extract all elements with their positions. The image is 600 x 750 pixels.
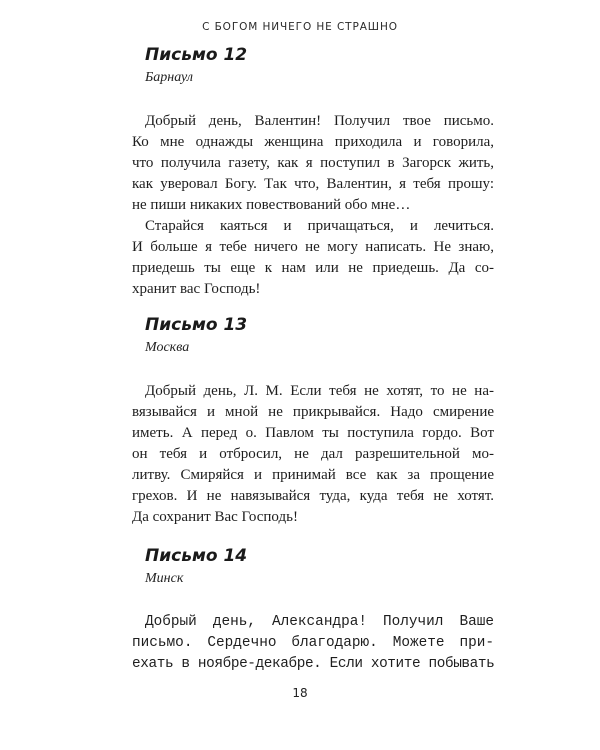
text-line: вязывайся и мной не прикрывайся. Надо смирение [132, 404, 494, 420]
text-line: хранит вас Господь! [132, 281, 261, 297]
text-line: Да сохранит Вас Господь! [132, 509, 298, 525]
text-line: что получила газету, как я поступил в Загорск жить, [132, 155, 494, 171]
letter-title: Письмо 13 [145, 315, 248, 335]
running-head: С БОГОМ НИЧЕГО НЕ СТРАШНО [202, 21, 398, 33]
text-line: литву. Смиряйся и принимай все как за прощение [132, 467, 494, 483]
text-line: грехов. И не навязывайся туда, куда тебя не хотят. [132, 488, 494, 504]
letter-14 [132, 546, 494, 675]
letter-12 [132, 45, 494, 300]
text-line: он тебя и отбросил, не дал разрешительной мо- [132, 446, 494, 462]
letter-title: Письмо 14 [145, 546, 248, 566]
text-line: Добрый день, Александра! Получил Ваше [145, 614, 494, 630]
letter-13 [132, 315, 494, 528]
letter-body [132, 111, 494, 300]
text-line: приедешь ты еще к нам или не приедешь. Да со- [132, 260, 494, 276]
letter-body [132, 612, 494, 675]
text-line: иметь. А перед о. Павлом ты поступила гордо. Вот [132, 425, 494, 441]
letter-place: Москва [145, 340, 190, 355]
page-number: 18 [292, 686, 308, 700]
text-line: не пиши никаких повествований обо мне… [132, 197, 411, 213]
text-line: письмо. Сердечно благодарю. Можете при- [132, 635, 494, 651]
text-line: И больше я тебе ничего не могу написать. Не знаю, [132, 239, 494, 255]
text-line: Добрый день, Валентин! Получил твое письмо. [145, 113, 494, 129]
letter-place: Минск [145, 571, 184, 586]
text-line: Ко мне однажды женщина приходила и говорила, [132, 134, 494, 150]
text-line: ехать в ноябре-декабре. Если хотите побывать [132, 656, 495, 672]
text-line: как уверовал Богу. Так что, Валентин, я тебя прошу: [132, 176, 494, 192]
letter-body [132, 381, 494, 528]
text-line: Добрый день, Л. М. Если тебя не хотят, то не на- [145, 383, 494, 399]
letter-place: Барнаул [145, 70, 193, 85]
text-line: Старайся каяться и причащаться, и лечиться. [145, 218, 494, 234]
letter-title: Письмо 12 [145, 45, 248, 65]
